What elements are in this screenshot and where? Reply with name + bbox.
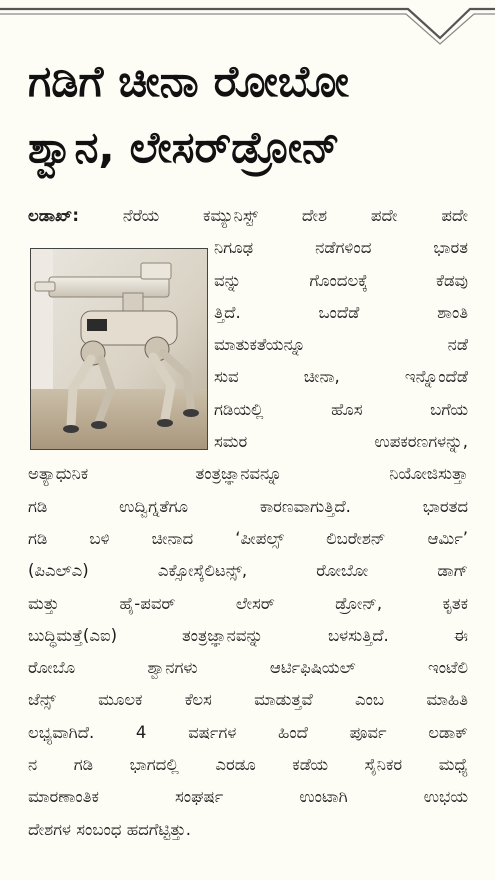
article-line: ಮಾತುಕತೆಯನ್ನೂ ನಡೆ: [214, 335, 468, 355]
dateline: ಲಡಾಖ್:: [28, 206, 79, 225]
article-line: ಬುದ್ಧಿಮತ್ತೆ(ಎಐ) ತಂತ್ರಜ್ಞಾನವನ್ನು ಬಳಸುತ್ತಿದೆ. ಈ: [28, 625, 468, 645]
article-first-line: [28, 200, 468, 232]
article-line: ಮಾರಣಾಂತಿಕ ಸಂಘರ್ಷ ಉಂಟಾಗಿ ಉಭಯ: [28, 787, 468, 807]
article-line: ವನ್ನು ಗೊಂದಲಕ್ಕೆ ಕೆಡವು: [214, 270, 468, 290]
article-line: ಗಡಿ ಉದ್ವಿಗ್ನತೆಗೂ ಕಾರಣವಾಗುತ್ತಿದೆ. ಭಾರತದ: [28, 496, 468, 516]
article-line: ನ ಗಡಿ ಭಾಗದಲ್ಲಿ ಎರಡೂ ಕಡೆಯ ಸೈನಿಕರ ಮಧ್ಯೆ: [28, 755, 468, 775]
article-line: ಗಡಿಯಲ್ಲಿ ಹೊಸ ಬಗೆಯ: [214, 399, 468, 419]
headline: [28, 50, 478, 182]
article-line: ಗಡಿ ಬಳಿ ಚೀನಾದ ‘ಪೀಪಲ್ಸ್ ಲಿಬರೇಶನ್ ಆರ್ಮಿ’: [28, 528, 468, 548]
article-line: ರೋಬೊ ಶ್ವಾನಗಳು ಆರ್ಟಿಫಿಷಿಯಲ್ ಇಂಟೆಲಿ: [28, 658, 468, 678]
article-line: ಲಭ್ಯವಾಗಿದೆ. 4 ವರ್ಷಗಳ ಹಿಂದೆ ಪೂರ್ವ ಲಡಾಕ್: [28, 722, 468, 742]
headline-line-2: ಶ್ವಾನ, ಲೇಸರ್‌ಡ್ರೋನ್: [28, 123, 340, 173]
article-line: (ಪಿಎಲ್‌ಎ) ಎಕ್ಸೋಸ್ಕೆಲಿಟನ್ಸ್, ರೋಬೋ ಡಾಗ್: [28, 561, 468, 581]
article-line: ಮತ್ತು ಹೈ-ಪವರ್ ಲೇಸರ್ ಡ್ರೋನ್, ಕೃತಕ: [28, 593, 468, 613]
article-line: ಅತ್ಯಾಧುನಿಕ ತಂತ್ರಜ್ಞಾನವನ್ನೂ ನಿಯೋಜಿಸುತ್ತಾ: [28, 464, 468, 484]
article-line: ಸುವ ಚೀನಾ, ಇನ್ನೊಂದೆಡೆ: [214, 367, 468, 387]
article-last-line: ದೇಶಗಳ ಸಂಬಂಧ ಹದಗೆಟ್ಟಿತ್ತು.: [28, 819, 191, 839]
page-fold-decoration: [0, 0, 495, 46]
article-line: ಜೆನ್ಸ್ ಮೂಲಕ ಕೆಲಸ ಮಾಡುತ್ತವೆ ಎಂಬ ಮಾಹಿತಿ: [28, 690, 468, 710]
article-line: ಸಮರ ಉಪಕರಣಗಳನ್ನು,: [214, 432, 468, 452]
article-line: ತ್ತಿದೆ. ಒಂದೆಡೆ ಶಾಂತಿ: [214, 302, 468, 322]
first-line-text: ನೆರೆಯ ಕಮ್ಯುನಿಸ್ಟ್ ದೇಶ ಪದೇ ಪದೇ: [122, 206, 468, 225]
article-body: [28, 200, 468, 846]
headline-line-1: ಗಡಿಗೆ ಚೀನಾ ರೋಬೋ: [28, 57, 349, 107]
article-line: ನಿಗೂಢ ನಡೆಗಳಿಂದ ಭಾರತ: [214, 238, 468, 258]
